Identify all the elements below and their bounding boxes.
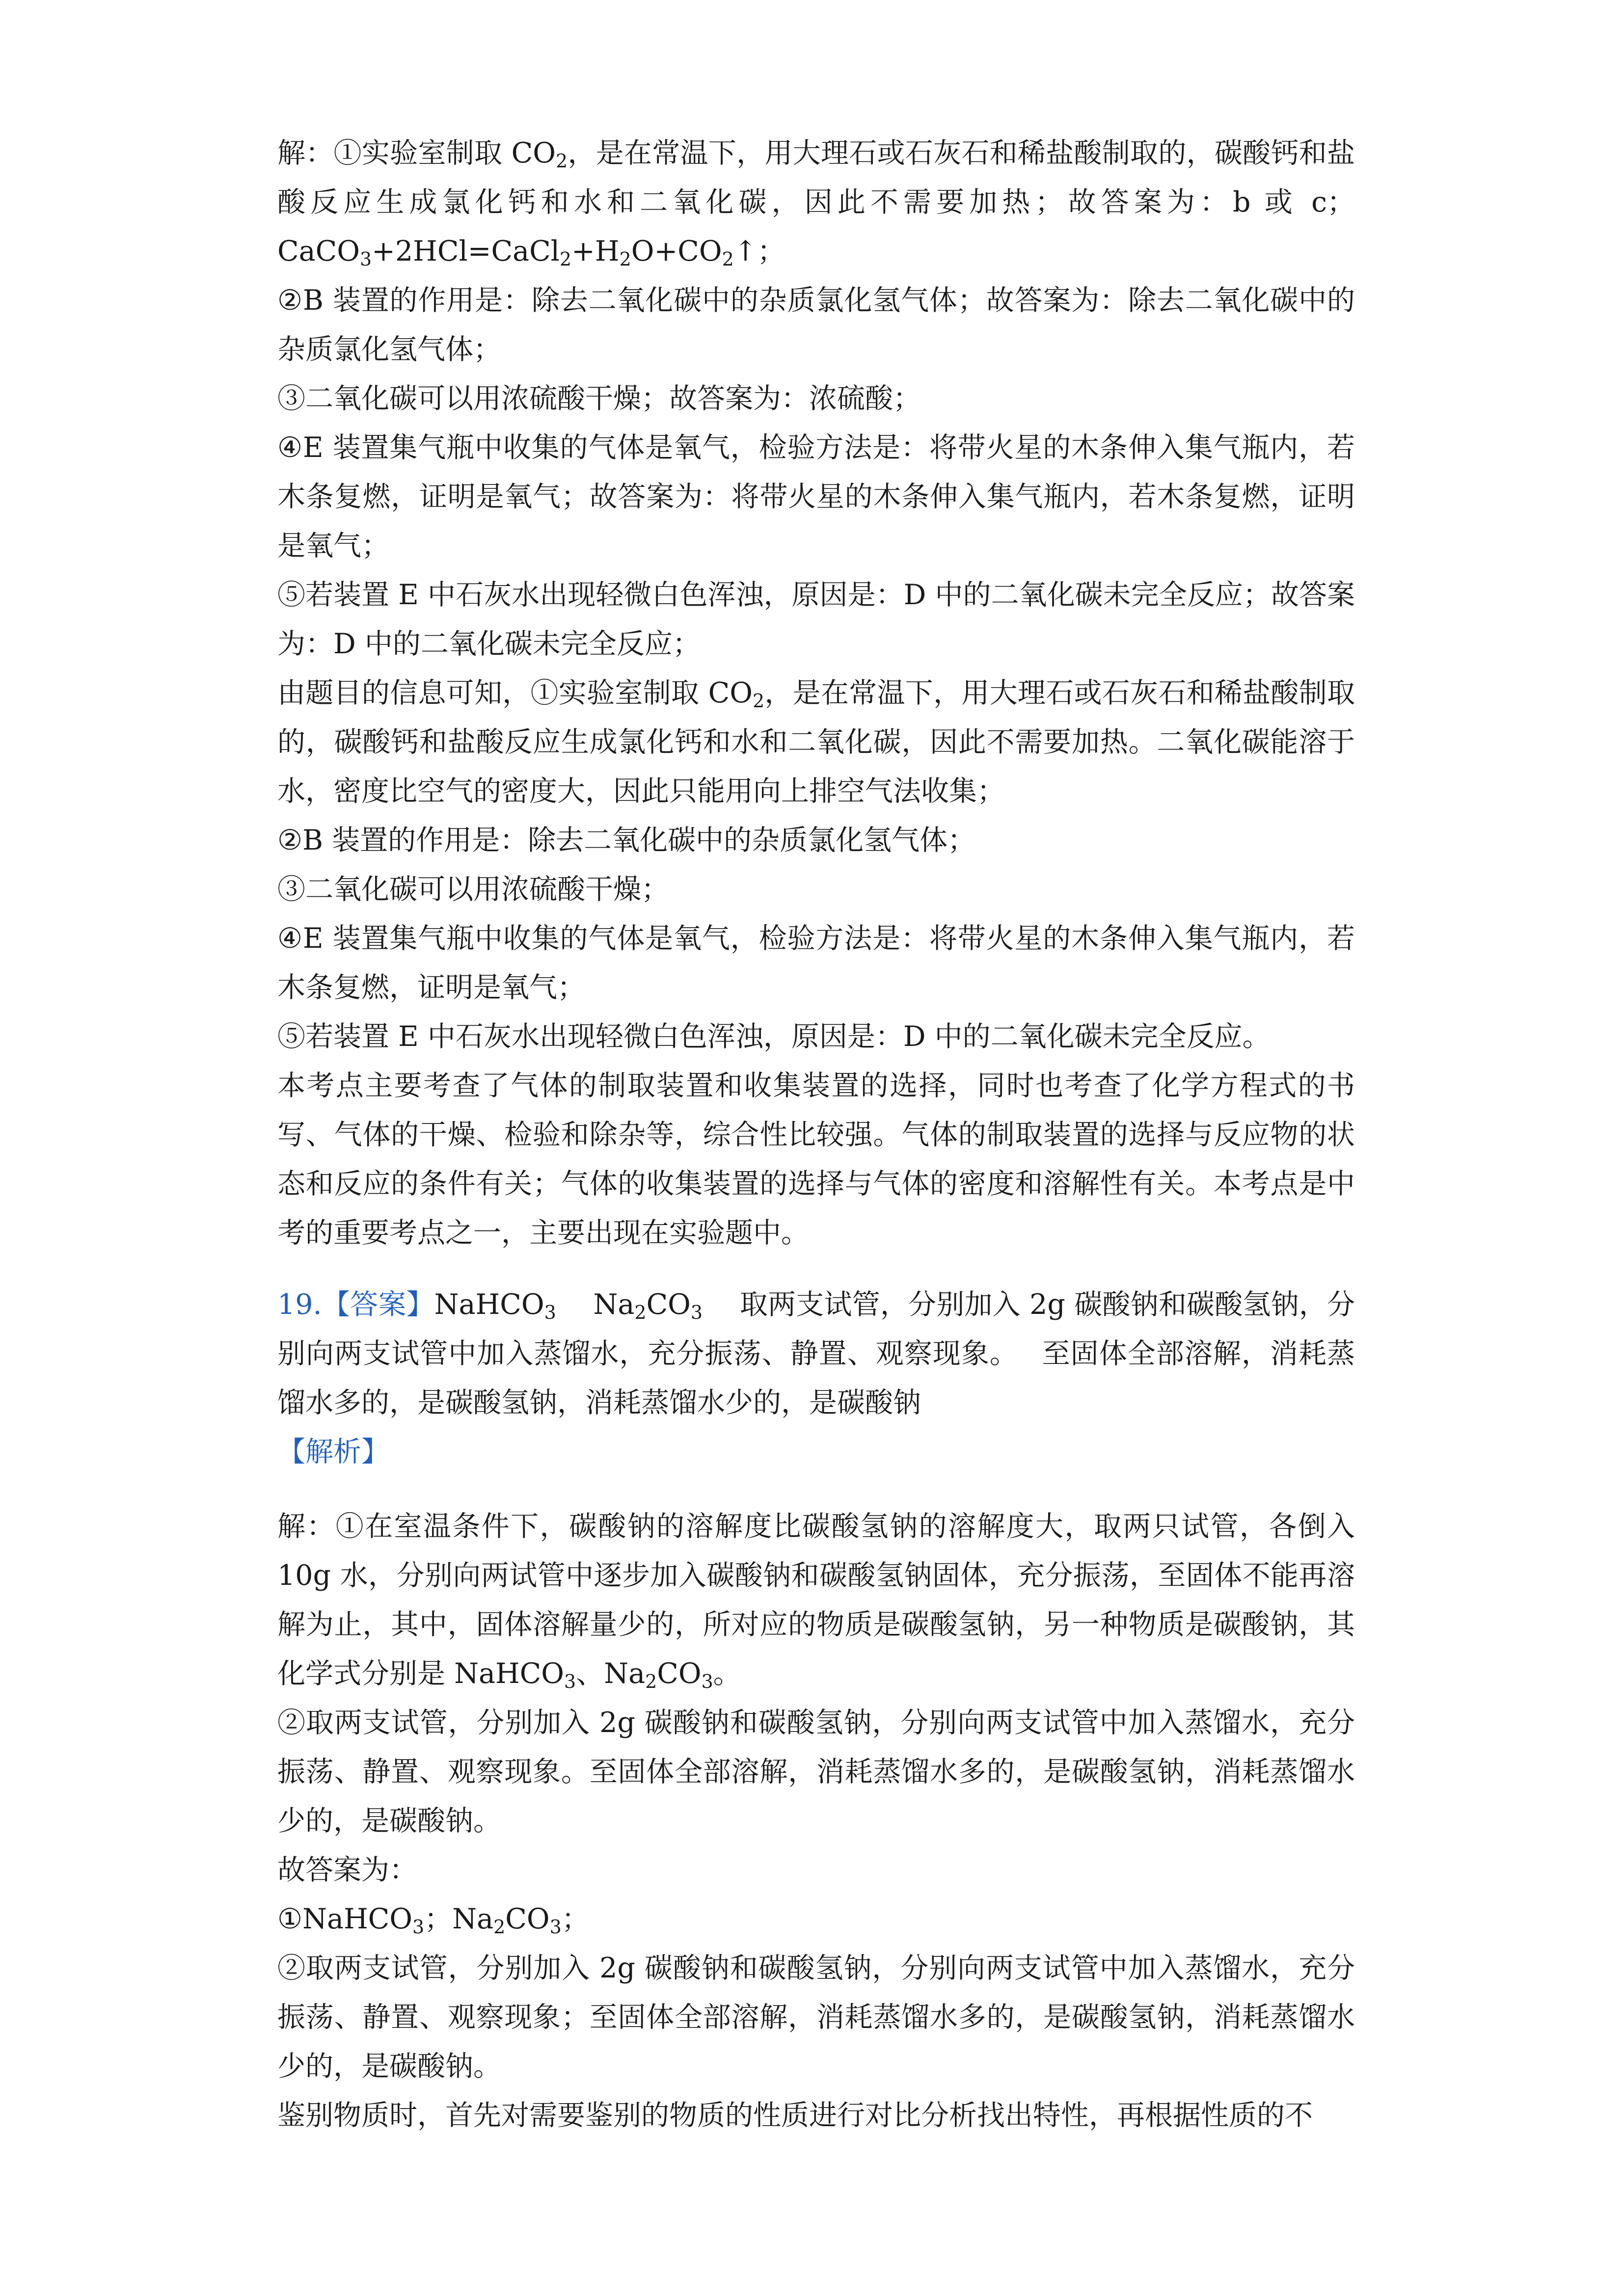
text-segment: 故答案为： — [277, 1854, 417, 1886]
text-segment: 由题目的信息可知，①实验室制取 CO — [277, 677, 753, 709]
text-segment: ； — [561, 1903, 590, 1935]
subscript-text: 3 — [412, 1916, 425, 1938]
paragraph-p3 — [277, 374, 1355, 423]
text-segment: ②取两支试管，分别加入 2g 碳酸钠和碳酸氢钠，分别向两支试管中加入蒸馏水，充分振荡、静置、观察现象。至固体全部溶解，消耗蒸馏水多的，是碳酸氢钠，消耗蒸馏水少的，是碳酸钠。 — [277, 1707, 1355, 1837]
subscript-text: 2 — [722, 248, 734, 270]
text-segment: ，是在常温下，用大理石或石灰石和稀盐酸制取的，碳酸钙和盐酸反应生成氯化钙和水和二氧化碳，因此不需要加热；故答案为：b 或 c；CaCO — [277, 137, 1355, 267]
subscript-text: 2 — [634, 1302, 647, 1323]
text-segment: CO — [646, 1288, 691, 1321]
text-segment: ②取两支试管，分别加入 2g 碳酸钠和碳酸氢钠，分别向两支试管中加入蒸馏水，充分振荡、静置、观察现象；至固体全部溶解，消耗蒸馏水多的，是碳酸氢钠，消耗蒸馏水少的，是碳酸钠。 — [277, 1952, 1355, 2082]
paragraph-p19 — [277, 2091, 1355, 2140]
subscript-text: 2 — [645, 1671, 657, 1692]
paragraph-p1 — [277, 129, 1355, 276]
text-segment: ；Na — [424, 1903, 494, 1935]
text-segment: Na — [556, 1288, 635, 1321]
text-segment: NaHCO — [434, 1288, 544, 1321]
paragraph-p18 — [277, 1944, 1355, 2091]
paragraph-p8 — [277, 865, 1355, 914]
paragraph-p4 — [277, 423, 1355, 570]
section-label: 19. — [277, 1288, 322, 1321]
text-segment: 。 — [713, 1657, 741, 1690]
section-label: 【答案】 — [322, 1288, 434, 1321]
text-segment: ，是在常温下，用大理石或石灰石和稀盐酸制取的，碳酸钙和盐酸反应生成氯化钙和水和二氧化碳，因此不需要加热。二氧化碳能溶于水，密度比空气的密度大，因此只能用向上排空气法收集； — [277, 677, 1355, 807]
text-segment: 取两支试管，分别加入 2g 碳酸钠和碳酸氢钠，分别向两支试管中加入蒸馏水，充分振荡、静置、观察现象。 至固体全部溶解，消耗蒸馏水多的，是碳酸氢钠，消耗蒸馏水少的，是碳酸钠 — [277, 1288, 1355, 1419]
text-segment: ②B 装置的作用是：除去二氧化碳中的杂质氯化氢气体； — [277, 824, 976, 856]
text-segment: ↑； — [733, 235, 785, 267]
subscript-text: 2 — [619, 248, 631, 270]
paragraph-p6 — [277, 668, 1355, 816]
subscript-text: 2 — [559, 248, 572, 270]
text-segment: CO — [657, 1657, 702, 1690]
subscript-text: 2 — [493, 1916, 506, 1938]
text-segment: +2HCl=CaCl — [372, 235, 560, 267]
text-segment: ④E 装置集气瓶中收集的气体是氧气，检验方法是：将带火星的木条伸入集气瓶内，若木条复燃，证明是氧气；故答案为：将带火星的木条伸入集气瓶内，若木条复燃，证明是氧气； — [277, 431, 1355, 562]
subscript-text: 2 — [555, 150, 568, 172]
paragraph-p9 — [277, 914, 1355, 1012]
paragraph-p13 — [277, 1427, 1355, 1476]
text-segment: ⑤若装置 E 中石灰水出现轻微白色浑浊，原因是：D 中的二氧化碳未完全反应。 — [277, 1020, 1271, 1053]
paragraph-p12 — [277, 1280, 1355, 1427]
text-segment: ④E 装置集气瓶中收集的气体是氧气，检验方法是：将带火星的木条伸入集气瓶内，若木条复燃，证明是氧气； — [277, 922, 1355, 1004]
text-segment: 解：①实验室制取 CO — [277, 137, 556, 169]
text-segment: 本考点主要考查了气体的制取装置和收集装置的选择，同时也考查了化学方程式的书写、气体的干燥、检验和除杂等，综合性比较强。气体的制取装置的选择与反应物的状态和反应的条件有关；气体的收集装置的选择与气体的密度和溶解性有关。本考点是中考的重要考点之一，主要出现在实验题中。 — [277, 1069, 1355, 1249]
subscript-text: 3 — [549, 1916, 562, 1938]
text-segment: O+CO — [631, 235, 722, 267]
paragraph-p5 — [277, 570, 1355, 668]
paragraph-p16 — [277, 1845, 1355, 1895]
subscript-text: 2 — [752, 690, 765, 712]
paragraph-p11 — [277, 1061, 1355, 1257]
text-segment: 鉴别物质时，首先对需要鉴别的物质的性质进行对比分析找出特性，再根据性质的不 — [277, 2099, 1313, 2132]
paragraph-p14 — [277, 1502, 1355, 1698]
paragraph-p7 — [277, 816, 1355, 865]
section-label: 【解析】 — [277, 1436, 389, 1468]
subscript-text: 3 — [359, 248, 372, 270]
text-segment: +H — [571, 235, 620, 267]
subscript-text: 3 — [564, 1671, 576, 1692]
text-segment: ③二氧化碳可以用浓硫酸干燥；故答案为：浓硫酸； — [277, 382, 921, 415]
text-segment: 解：①在室温条件下，碳酸钠的溶解度比碳酸氢钠的溶解度大，取两只试管，各倒入10g 水，分别向两试管中逐步加入碳酸钠和碳酸氢钠固体，充分振荡，至固体不能再溶解为止，其中，固体溶解量少的，所对应的物质是碳酸氢钠，另一种物质是碳酸钠，其化学式分别是 NaHCO — [277, 1510, 1355, 1690]
paragraph-p2 — [277, 276, 1355, 374]
subscript-text: 3 — [701, 1671, 713, 1692]
subscript-text: 3 — [690, 1302, 703, 1323]
paragraph-p10 — [277, 1012, 1355, 1061]
text-segment: CO — [505, 1903, 550, 1935]
paragraph-p15 — [277, 1698, 1355, 1845]
text-segment: ③二氧化碳可以用浓硫酸干燥； — [277, 873, 669, 906]
paragraph-p17 — [277, 1895, 1355, 1944]
text-segment: 、Na — [576, 1657, 646, 1690]
text-segment: ⑤若装置 E 中石灰水出现轻微白色浑浊，原因是：D 中的二氧化碳未完全反应；故答案为：D 中的二氧化碳未完全反应； — [277, 579, 1355, 660]
text-segment: ①NaHCO — [277, 1903, 413, 1935]
text-segment: ②B 装置的作用是：除去二氧化碳中的杂质氯化氢气体；故答案为：除去二氧化碳中的杂质氯化氢气体； — [277, 284, 1355, 366]
subscript-text: 3 — [544, 1302, 556, 1323]
document-body — [277, 129, 1355, 2140]
